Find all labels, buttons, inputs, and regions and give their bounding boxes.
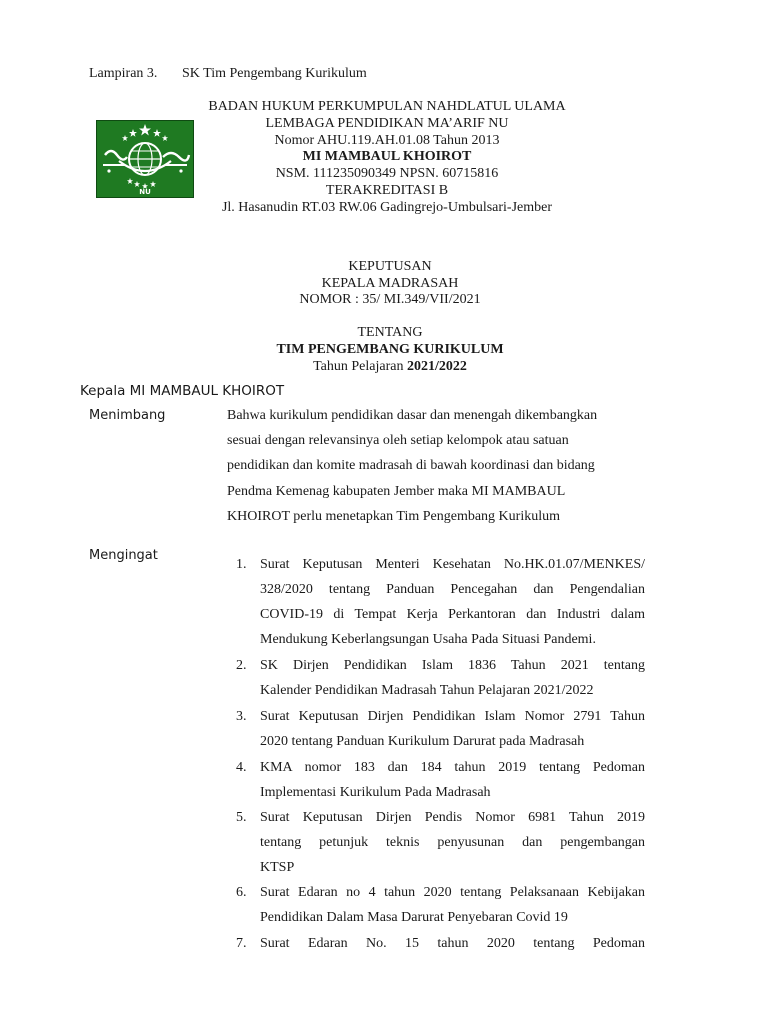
- letterhead-address: Jl. Hasanudin RT.03 RW.06 Gadingrejo-Umbulsari-Jember: [221, 200, 553, 215]
- letterhead-nsm: NSM. 111235090349 NPSN. 60715816: [275, 166, 499, 181]
- list-item-line: Mendukung Keberlangsungan Usaha Pada Situasi Pandemi.: [260, 632, 596, 647]
- decree-subject: TIM PENGEMBANG KURIKULUM: [276, 342, 504, 357]
- list-item-number: 3.: [236, 709, 247, 724]
- letterhead-org: BADAN HUKUM PERKUMPULAN NAHDLATUL ULAMA: [208, 99, 566, 114]
- considering-line: Pendma Kemenag kabupaten Jember maka MI MAMBAUL: [227, 484, 566, 499]
- list-item-number: 7.: [236, 936, 247, 951]
- list-item-line: Surat Keputusan Dirjen Pendidikan Islam Nomor 2791 Tahun: [260, 709, 645, 724]
- list-item-number: 6.: [236, 885, 247, 900]
- opening-line: Kepala MI MAMBAUL KHOIROT: [80, 383, 285, 399]
- list-item-line: 2020 tentang Panduan Kurikulum Darurat pada Madrasah: [260, 734, 585, 749]
- list-item-line: Pendidikan Dalam Masa Darurat Penyebaran Covid 19: [260, 910, 568, 925]
- considering-line: Bahwa kurikulum pendidikan dasar dan menengah dikembangkan: [227, 408, 598, 423]
- list-item-line: Surat Keputusan Menteri Kesehatan No.HK.01.07/MENKES/: [260, 557, 645, 572]
- considering-line: sesuai dengan relevansinya oleh setiap kelompok atau satuan: [227, 433, 569, 448]
- list-item-line: KTSP: [260, 860, 295, 875]
- list-item-number: 4.: [236, 760, 247, 775]
- list-item-line: COVID-19 di Tempat Kerja Perkantoran dan Industri dalam: [260, 607, 645, 622]
- list-item-line: Surat Keputusan Dirjen Pendis Nomor 6981 Tahun 2019: [260, 810, 645, 825]
- decree-number: NOMOR : 35/ MI.349/VII/2021: [299, 292, 481, 307]
- decree-year: 2021/2022: [406, 359, 467, 374]
- recalling-label: Mengingat: [89, 548, 158, 563]
- considering-line: pendidikan dan komite madrasah di bawah koordinasi dan bidang: [227, 458, 595, 473]
- list-item-line: 328/2020 tentang Panduan Pencegahan dan Pengendalian: [260, 582, 645, 597]
- attachment-title: SK Tim Pengembang Kurikulum: [182, 66, 367, 81]
- list-item-number: 5.: [236, 810, 247, 825]
- list-item-line: Kalender Pendidikan Madrasah Tahun Pelajaran 2021/2022: [260, 683, 594, 698]
- decree-heading: KEPUTUSAN: [348, 259, 432, 274]
- list-item-number: 1.: [236, 557, 247, 572]
- nu-logo-text: NU: [139, 188, 151, 196]
- decree-issuer: KEPALA MADRASAH: [321, 276, 459, 291]
- considering-label: Menimbang: [89, 408, 166, 423]
- list-item-line: Implementasi Kurikulum Pada Madrasah: [260, 785, 491, 800]
- list-item-line: tentang petunjuk teknis penyusunan dan pengembangan: [260, 835, 645, 850]
- attachment-label: Lampiran 3.: [89, 66, 158, 81]
- letterhead-registration: Nomor AHU.119.AH.01.08 Tahun 2013: [274, 133, 500, 148]
- letterhead-accreditation: TERAKREDITASI B: [325, 183, 449, 198]
- considering-line: KHOIROT perlu menetapkan Tim Pengembang Kurikulum: [227, 509, 560, 524]
- letterhead-school: MI MAMBAUL KHOIROT: [302, 149, 472, 164]
- list-item-line: SK Dirjen Pendidikan Islam 1836 Tahun 2021 tentang: [260, 658, 645, 673]
- decree-year-prefix: Tahun Pelajaran: [313, 359, 407, 374]
- list-item-line: Surat Edaran No. 15 tahun 2020 tentang Pedoman: [260, 936, 645, 951]
- letterhead-institution: LEMBAGA PENDIDIKAN MA’ARIF NU: [265, 116, 509, 131]
- decree-year-line: [6, 359, 768, 375]
- decree-about: TENTANG: [357, 325, 423, 340]
- list-item-line: Surat Edaran no 4 tahun 2020 tentang Pelaksanaan Kebijakan: [260, 885, 645, 900]
- list-item-number: 2.: [236, 658, 247, 673]
- list-item-line: KMA nomor 183 dan 184 tahun 2019 tentang Pedoman: [260, 760, 645, 775]
